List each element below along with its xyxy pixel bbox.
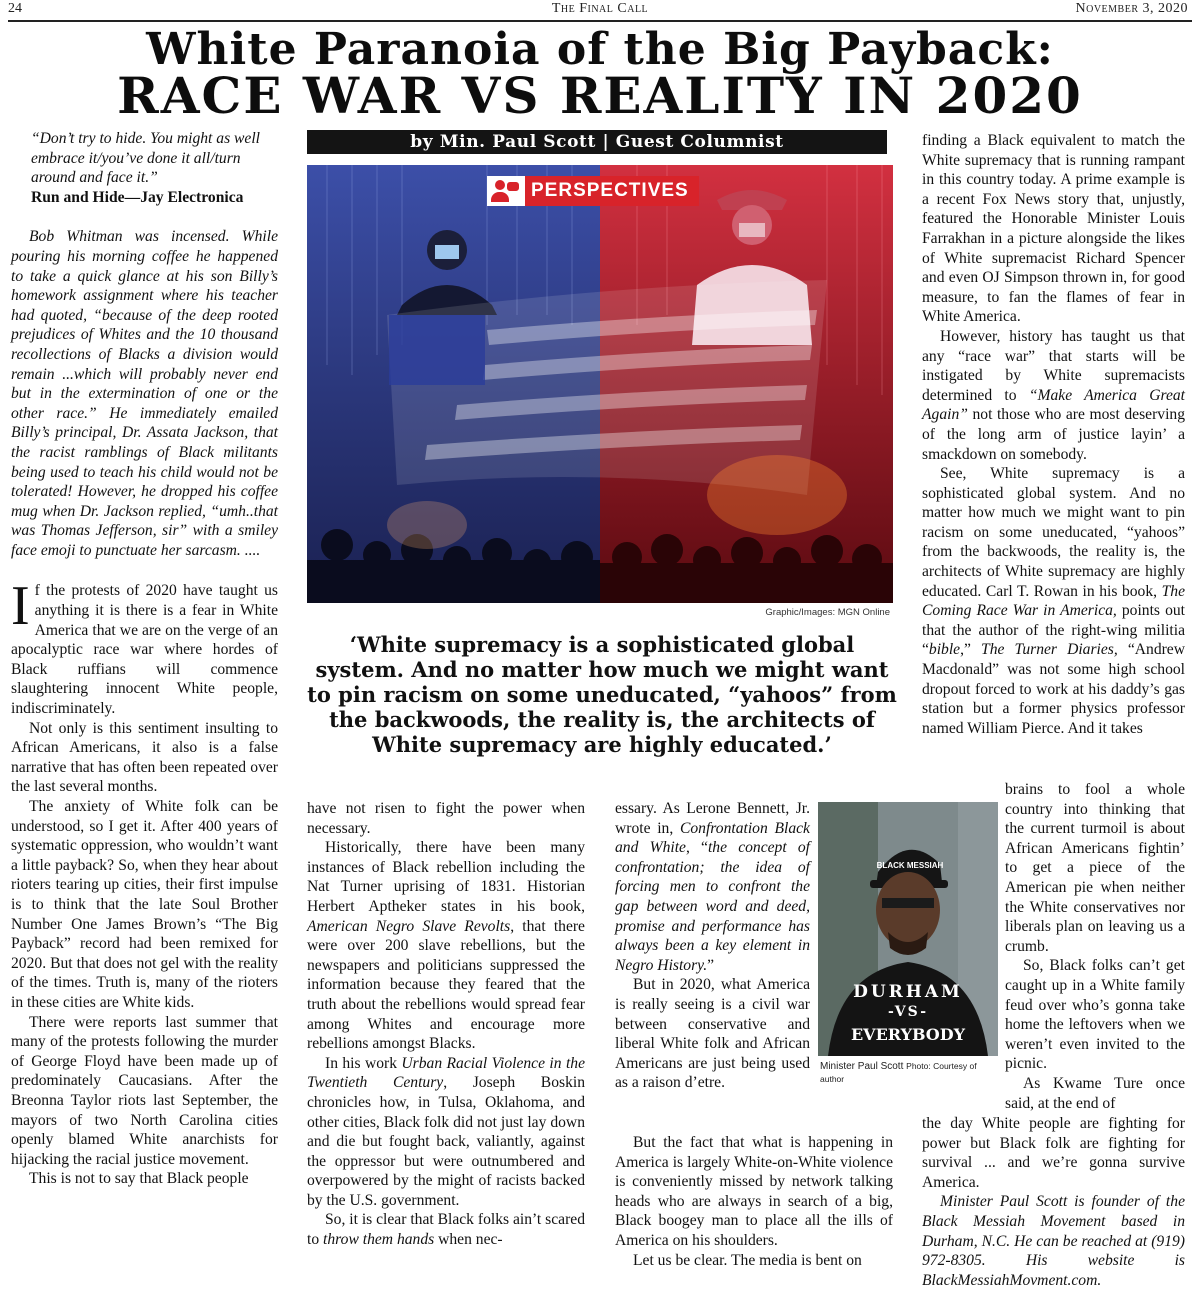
italic-word: bible xyxy=(928,641,961,659)
paragraph: But in 2020, what America is really seeing is a civil war between conservative and liberal White folk and African Americans are just being used as a raison d’etre. xyxy=(615,976,810,1092)
text: Historically, there have been many instances of Black rebellion including the Nat Turner uprising of 1831. Historian Herbert Aptheker states in his book, xyxy=(307,839,585,915)
headline-line-1: White Paranoia of the Big Payback: xyxy=(146,24,1054,75)
paragraph: As Kwame Ture once said, at the end of xyxy=(1005,1074,1185,1112)
quotation: the concept of confrontation; the idea of forcing men to confront the gap between word and deed, promise and performance has always been a key element in Negro History. xyxy=(615,839,811,974)
author-portrait xyxy=(818,802,998,1056)
text: So, it is clear that Black folks ain’t scared to xyxy=(307,1211,585,1249)
text: not those who are most deserving of the long arm of justice layin’ a smackdown on somebody. xyxy=(922,406,1185,463)
text: However, history has taught us that any “race war” that starts will be instigated by White supremacists determined to xyxy=(922,327,1185,404)
column-4-top xyxy=(922,131,1185,738)
lead-text: f the protests of 2020 have taught us anything it is there is a fear in White America that we are on the verge of an apocalyptic race war where hordes of Black ruffians will commence slaughtering innocent White people, indiscriminately. xyxy=(11,582,278,718)
text: when nec- xyxy=(434,1231,503,1249)
perspectives-banner xyxy=(487,176,699,206)
pull-quote: ‘White supremacy is a sophisticated global system. And no matter how much we might want to pin racism on some uneducated, “yahoos” from the backwoods, the reality is, the architects of White supremacy are highly educated.’ xyxy=(307,632,897,757)
byline-bar: by Min. Paul Scott | Guest Columnist xyxy=(307,130,887,154)
column-4-bottom xyxy=(922,1114,1185,1290)
paragraph: the day White people are fighting for power but Black folk are fighting for survival ... and we’re gonna survive America. xyxy=(922,1115,1185,1191)
paragraph: There were reports last summer that many of the protests following the murder of George Floyd have been made up of predominately Caucasians. After the Breonna Taylor riots last September, the mayors of two North Carolina cities openly blamed White anarchists for hijacking the racial justice movement. xyxy=(11,1013,278,1168)
shirt-line-3: EVERYBODY xyxy=(850,1025,966,1044)
text: essary. As Lerone Bennett, Jr. wrote in, xyxy=(615,800,810,837)
headline-line-2: RACE WAR VS REALITY IN 2020 xyxy=(117,66,1083,125)
header-rule xyxy=(8,20,1192,22)
portrait-illustration xyxy=(818,802,998,1056)
column-4-wrap xyxy=(1005,780,1185,1113)
paragraph xyxy=(922,327,1185,464)
caption-credit: Photo: Courtesy of author xyxy=(820,1061,977,1084)
paragraph: have not risen to fight the power when necessary. xyxy=(307,800,585,837)
paragraph xyxy=(615,799,810,975)
text: , Joseph Boskin chronicles how, in Tulsa, Oklahoma, and other cities, Black folk did not just lay down and die but fought back, valiantly, against the oppressor but were outnumbered and overpowered by the might of racists backed by the U.S. government. xyxy=(307,1074,585,1209)
paragraph xyxy=(307,1054,585,1211)
publication-name: The Final Call xyxy=(551,1,649,16)
text: , “ xyxy=(685,839,708,857)
italic-phrase: throw them hands xyxy=(323,1231,435,1249)
feature-photo xyxy=(307,165,893,603)
text: , that there were over 200 slave rebellions, but the newspapers and politicians suppressed the information because they feared that the truth about the rebellions would spread fear among Whites and encourage more rebellions amongst Blacks. xyxy=(307,917,585,1053)
issue-date: November 3, 2020 xyxy=(1075,1,1188,16)
paragraph: brains to fool a whole country into thinking that the current turmoil is about African Americans fightin’ to get a piece of the American pie when neither the White conservatives nor liberals plan on leaving us a crumb. xyxy=(1005,781,1185,955)
paragraph xyxy=(307,1210,585,1249)
paragraph xyxy=(922,464,1185,738)
column-3-top xyxy=(615,799,810,1093)
caption-name: Minister Paul Scott xyxy=(820,1061,904,1072)
photo-credit: Graphic/Images: MGN Online xyxy=(765,607,890,618)
italic-slogan: “Make America Great Again” xyxy=(922,386,1185,424)
paragraph: Let us be clear. The media is bent on xyxy=(633,1251,862,1269)
text: ,” xyxy=(960,641,982,659)
book-title: Urban Racial Violence in the Twentieth Century xyxy=(307,1054,585,1092)
column-3-bottom xyxy=(615,1133,893,1270)
paragraph: Not only is this sentiment insulting to African Americans, it also is a false narrative that has often been repeated over the last several months. xyxy=(11,719,278,796)
perspectives-label: PERSPECTIVES xyxy=(525,176,699,206)
paragraph xyxy=(307,838,585,1054)
column-2 xyxy=(307,799,585,1250)
cap-lettering: BLACK MESSIAH xyxy=(876,861,944,870)
protest-illustration xyxy=(307,165,893,603)
paragraph: This is not to say that Black people xyxy=(29,1170,249,1188)
column-1 xyxy=(11,129,278,1189)
paragraph: But the fact that what is happening in America is largely White-on-White violence is conveniently missed by network talking heads who are always in search of a big, Black boogey man to place all the ills of America on his shoulders. xyxy=(615,1134,893,1249)
drop-cap: I xyxy=(11,575,30,638)
epigraph-quote: “Don’t try to hide. You might as well embrace it/you’ve done it all/turn around and face it.” xyxy=(31,130,261,187)
shirt-line-2: -VS- xyxy=(887,1004,929,1020)
paragraph: So, Black folks can’t get caught up in a White family feud over who’s gonna take home the leftovers when we weren’t even invited to the picnic. xyxy=(1005,957,1185,1073)
book-title: Confrontation Black and White xyxy=(615,819,810,857)
text: See, White supremacy is a sophisticated global system. And no matter how much we might want to pin racism on some uneducated, “yahoos” from the backwoods, the reality is, the architects of White supremacy are highly educated. Carl T. Rowan in his book, xyxy=(922,465,1185,600)
portrait-caption xyxy=(820,1060,1000,1086)
book-title: American Negro Slave Revolts xyxy=(307,917,511,935)
text: “Andrew Macdonald” was not some high school dropout forced to work at his daddy’s gas station but a former physics professor named William Pierce. And it takes xyxy=(922,641,1185,737)
text: points out that the author of the right-wing militia “ xyxy=(922,602,1185,659)
page-number: 24 xyxy=(8,1,22,16)
book-title: The Turner Diaries, xyxy=(981,641,1118,659)
epigraph-source: Run and Hide—Jay Electronica xyxy=(31,188,244,206)
paragraph: finding a Black equivalent to match the White supremacy that is running rampant in this country today. A prime example is a recent Fox News story that, unjustly, featured the Honorable Minister Louis Farrakhan in a picture alongside the likes of White supremacist Richard Spencer and even OJ Simpson thrown in, for good measure, to fan the flames of fear in White America. xyxy=(922,132,1185,326)
lead-paragraph xyxy=(11,575,278,718)
intro-story: Bob Whitman was incensed. While pouring his morning coffee he happened to take a quick glance at his son Billy’s homework assignment where his teacher had quoted, “because of the deep rooted prejudices of Whites and the 10 thousand recollections of Blacks a division would remain ...which will probably never end but in the extermination of one or the other race.” He immediately emailed Billy’s principal, Dr. Assata Jackson, that the racist ramblings of Black militants being used to teach his child would not be tolerated! However, he dropped his coffee mug when Dr. Jackson replied, “umh..that was Thomas Jefferson, sir” with a smiley face emoji to punctuate her sarcasm. .... xyxy=(11,228,278,559)
text: ” xyxy=(707,956,715,974)
author-bio: Minister Paul Scott is founder of the Black Messiah Movement based in Durham, N.C. He can be reached at (919) 972-8305. His website is BlackMessiahMovment.com. xyxy=(922,1193,1185,1289)
paragraph: The anxiety of White folk can be understood, so I get it. After 400 years of systematic oppression, who wouldn’t want a little payback? So, when they hear about rioters tearing up cities, their first impulse is to think that the late Soul Brother Number One James Brown’s “The Big Payback” record had been remixed for 2020. But that does not gel with the reality of the times. Truth is, many of the rioters in these cities are White kids. xyxy=(11,798,278,1011)
perspectives-logo-icon xyxy=(487,176,525,206)
shirt-line-1: DURHAM xyxy=(853,982,963,1002)
text: In his work xyxy=(325,1054,402,1072)
book-title: The Coming Race War in America, xyxy=(922,582,1185,620)
